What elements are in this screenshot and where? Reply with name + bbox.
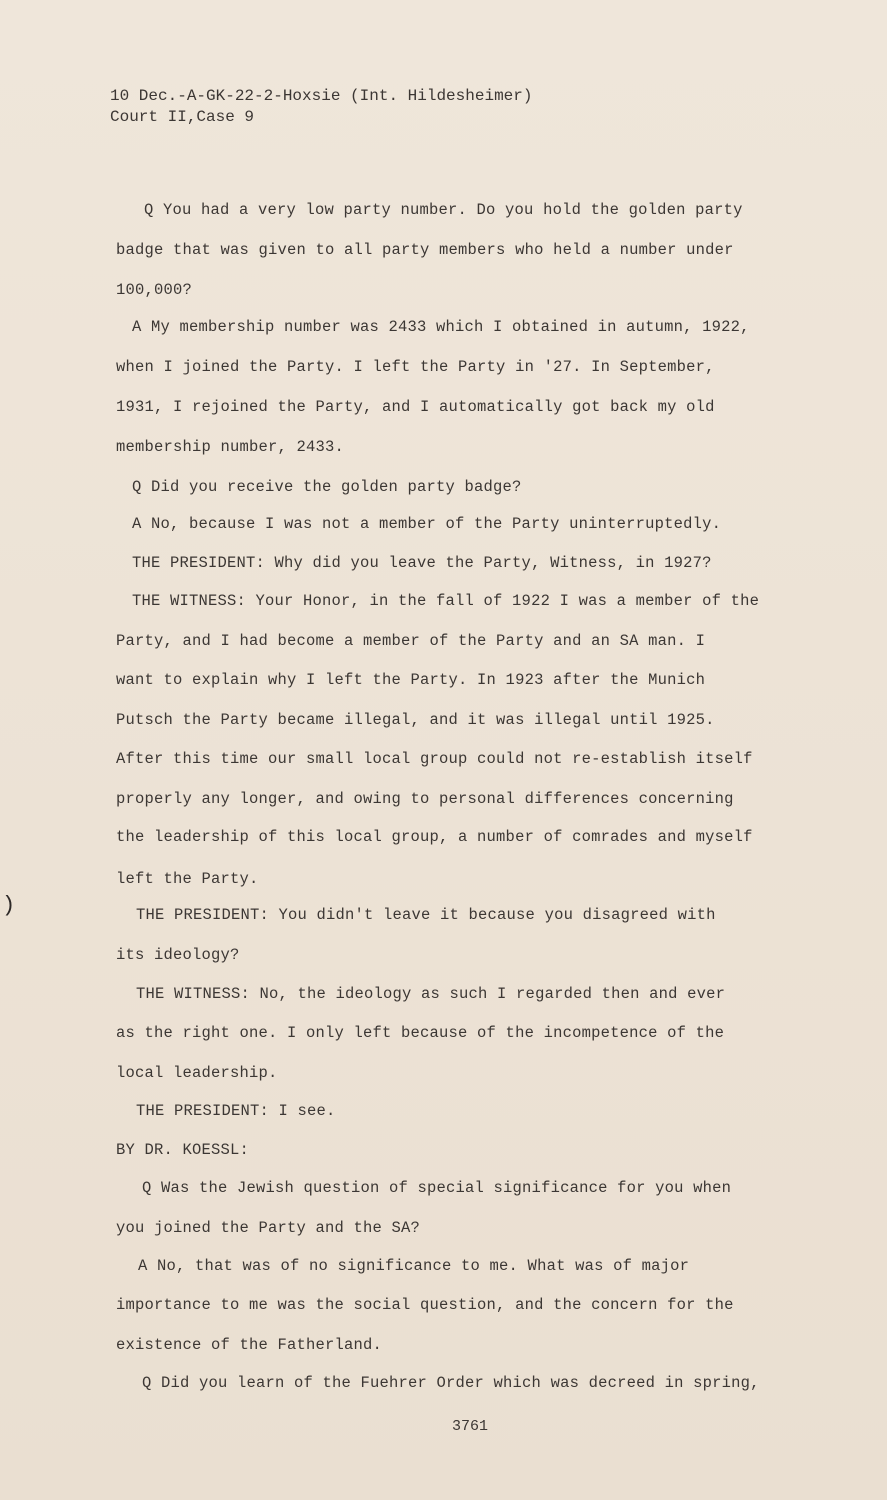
transcript-line: A No, that was of no significance to me. What was of major bbox=[138, 1257, 690, 1275]
transcript-line: want to explain why I left the Party. In 1923 after the Munich bbox=[116, 671, 706, 689]
transcript-line: BY DR. KOESSL: bbox=[116, 1141, 250, 1159]
transcript-line: badge that was given to all party members who held a number under bbox=[116, 241, 734, 259]
transcript-line: THE PRESIDENT: Why did you leave the Party, Witness, in 1927? bbox=[132, 554, 712, 572]
transcript-line: Putsch the Party became illegal, and it was illegal until 1925. bbox=[116, 711, 715, 729]
transcript-line: Q Did you receive the golden party badge? bbox=[132, 478, 522, 496]
margin-mark: ) bbox=[2, 893, 16, 918]
transcript-line: 1931, I rejoined the Party, and I automatically got back my old bbox=[116, 398, 715, 416]
transcript-line: Q You had a very low party number. Do you hold the golden party bbox=[144, 201, 743, 219]
transcript-line: left the Party. bbox=[116, 870, 259, 888]
transcript-line: 100,000? bbox=[116, 281, 193, 299]
document-header bbox=[110, 86, 532, 128]
transcript-line: THE PRESIDENT: I see. bbox=[136, 1102, 336, 1120]
transcript-line: existence of the Fatherland. bbox=[116, 1336, 383, 1354]
header-court-case: Court II,Case 9 bbox=[110, 108, 255, 126]
transcript-line: the leadership of this local group, a number of comrades and myself bbox=[116, 828, 753, 846]
transcript-line: Party, and I had become a member of the Party and an SA man. I bbox=[116, 632, 706, 650]
transcript-line: importance to me was the social question, and the concern for the bbox=[116, 1296, 734, 1314]
transcript-line: membership number, 2433. bbox=[116, 438, 345, 456]
transcript-line: Q Did you learn of the Fuehrer Order which was decreed in spring, bbox=[142, 1374, 760, 1392]
transcript-line: as the right one. I only left because of the incompetence of the bbox=[116, 1024, 725, 1042]
transcript-line: when I joined the Party. I left the Party in '27. In September, bbox=[116, 358, 715, 376]
transcript-line: its ideology? bbox=[116, 946, 240, 964]
transcript-line: THE WITNESS: Your Honor, in the fall of 1922 I was a member of the bbox=[132, 592, 760, 610]
transcript-line: properly any longer, and owing to personal differences concerning bbox=[116, 790, 734, 808]
transcript-line: THE WITNESS: No, the ideology as such I regarded then and ever bbox=[136, 985, 726, 1003]
header-case-reference: 10 Dec.-A-GK-22-2-Hoxsie (Int. Hildesheimer) bbox=[110, 87, 533, 105]
transcript-line: Q Was the Jewish question of special significance for you when bbox=[142, 1179, 732, 1197]
transcript-line: A My membership number was 2433 which I obtained in autumn, 1922, bbox=[132, 318, 750, 336]
transcript-line: local leadership. bbox=[116, 1064, 278, 1082]
transcript-line: you joined the Party and the SA? bbox=[116, 1219, 421, 1237]
transcript-line: THE PRESIDENT: You didn't leave it because you disagreed with bbox=[136, 906, 716, 924]
transcript-line: A No, because I was not a member of the Party uninterruptedly. bbox=[132, 515, 722, 533]
transcript-line: After this time our small local group could not re-establish itself bbox=[116, 750, 753, 768]
page-number: 3761 bbox=[452, 1418, 489, 1435]
